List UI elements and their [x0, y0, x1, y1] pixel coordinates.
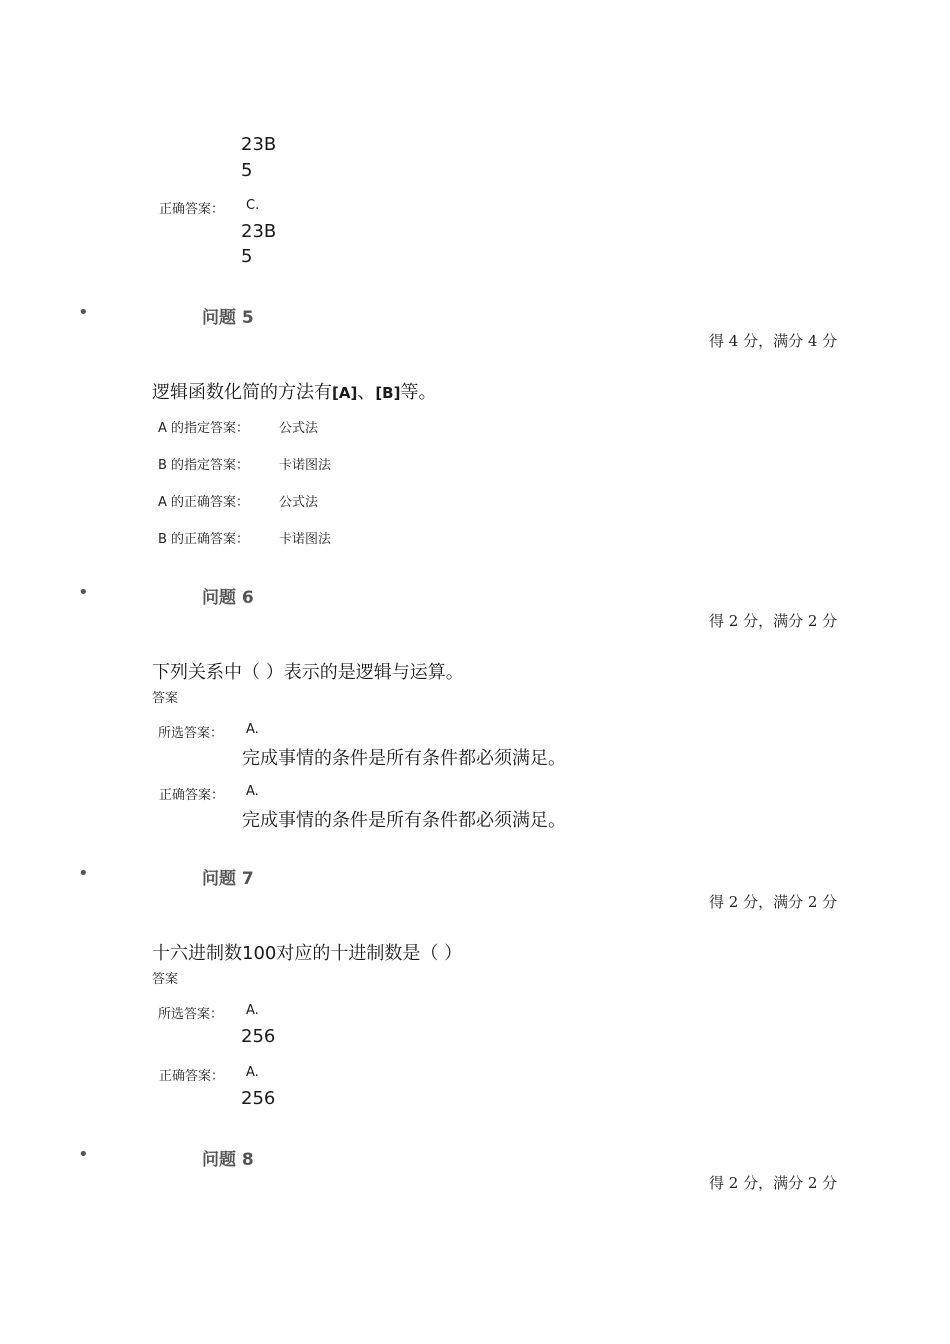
q5-row-label: 的正确答案： — [166, 532, 250, 547]
q6-correct-value: 完成事情的条件是所有条件都必须满足。 — [242, 810, 566, 831]
q5-score: 得 4 分，满分 4 分 — [709, 332, 838, 350]
q8-title: 问题 8 — [202, 1150, 254, 1170]
q5-sep: 、 — [357, 382, 376, 403]
q7-text-num: 100 — [242, 943, 277, 964]
q7-score: 得 2 分，满分 2 分 — [709, 893, 838, 911]
q4-selected-value-line1: 23B — [241, 134, 277, 155]
q5-row-a-correct-value: 公式法 — [279, 495, 319, 510]
q6-score: 得 2 分，满分 2 分 — [709, 612, 838, 630]
q5-row-label: 的正确答案： — [166, 495, 250, 510]
q6-title: 问题 6 — [202, 588, 254, 608]
q5-row-label: 的指定答案： — [166, 458, 250, 473]
q7-text-before: 十六进制数 — [152, 943, 242, 964]
q6-selected-label: 所选答案： — [158, 726, 224, 741]
q4-selected-value-line2: 5 — [241, 160, 253, 181]
q5-row-letter: B — [158, 532, 167, 547]
q6-correct-letter: A. — [246, 784, 259, 799]
q6-selected-value: 完成事情的条件是所有条件都必须满足。 — [242, 748, 566, 769]
q5-row-b-correct — [158, 528, 249, 547]
q8-bullet: • — [78, 1144, 89, 1165]
q5-row-a-specified — [158, 417, 249, 436]
q4-correct-letter: C. — [246, 198, 260, 213]
q7-selected-value: 256 — [241, 1026, 276, 1047]
q5-blank-a: [A] — [332, 384, 358, 402]
q4-correct-value-line1: 23B — [241, 221, 277, 242]
q5-row-letter: A — [158, 421, 167, 436]
q5-row-label: 的指定答案： — [166, 421, 250, 436]
q7-selected-label: 所选答案： — [158, 1007, 224, 1022]
q6-question-text: 下列关系中（ ）表示的是逻辑与运算。 — [152, 662, 464, 683]
q4-correct-label: 正确答案： — [159, 202, 225, 217]
q5-row-b-specified-value: 卡诺图法 — [279, 458, 332, 473]
q5-row-b-specified — [158, 454, 249, 473]
q5-question-text — [152, 378, 436, 404]
q5-text-after: 等。 — [400, 382, 437, 403]
q5-row-a-specified-value: 公式法 — [279, 421, 319, 436]
q5-bullet: • — [78, 302, 89, 323]
q5-row-a-correct — [158, 491, 249, 510]
q7-title: 问题 7 — [202, 869, 254, 889]
q5-row-b-correct-value: 卡诺图法 — [279, 532, 332, 547]
q4-correct-value-line2: 5 — [241, 246, 253, 267]
q7-selected-letter: A. — [246, 1003, 259, 1018]
q6-answer-word: 答案 — [152, 691, 179, 706]
q6-correct-label: 正确答案： — [159, 788, 225, 803]
q5-text-before: 逻辑函数化简的方法有 — [152, 382, 332, 403]
q8-score: 得 2 分，满分 2 分 — [709, 1174, 838, 1192]
q5-title: 问题 5 — [202, 308, 254, 328]
q6-bullet: • — [78, 582, 89, 603]
q5-blank-b: [B] — [375, 384, 401, 402]
q5-row-letter: A — [158, 495, 167, 510]
q7-answer-word: 答案 — [152, 972, 179, 987]
q5-row-letter: B — [158, 458, 167, 473]
q7-text-after: 对应的十进制数是（ ） — [276, 943, 463, 964]
q7-bullet: • — [78, 863, 89, 884]
q7-correct-label: 正确答案： — [159, 1069, 225, 1084]
q7-correct-letter: A. — [246, 1065, 259, 1080]
q7-correct-value: 256 — [241, 1088, 276, 1109]
q6-selected-letter: A. — [246, 722, 259, 737]
q7-question-text — [152, 939, 462, 965]
